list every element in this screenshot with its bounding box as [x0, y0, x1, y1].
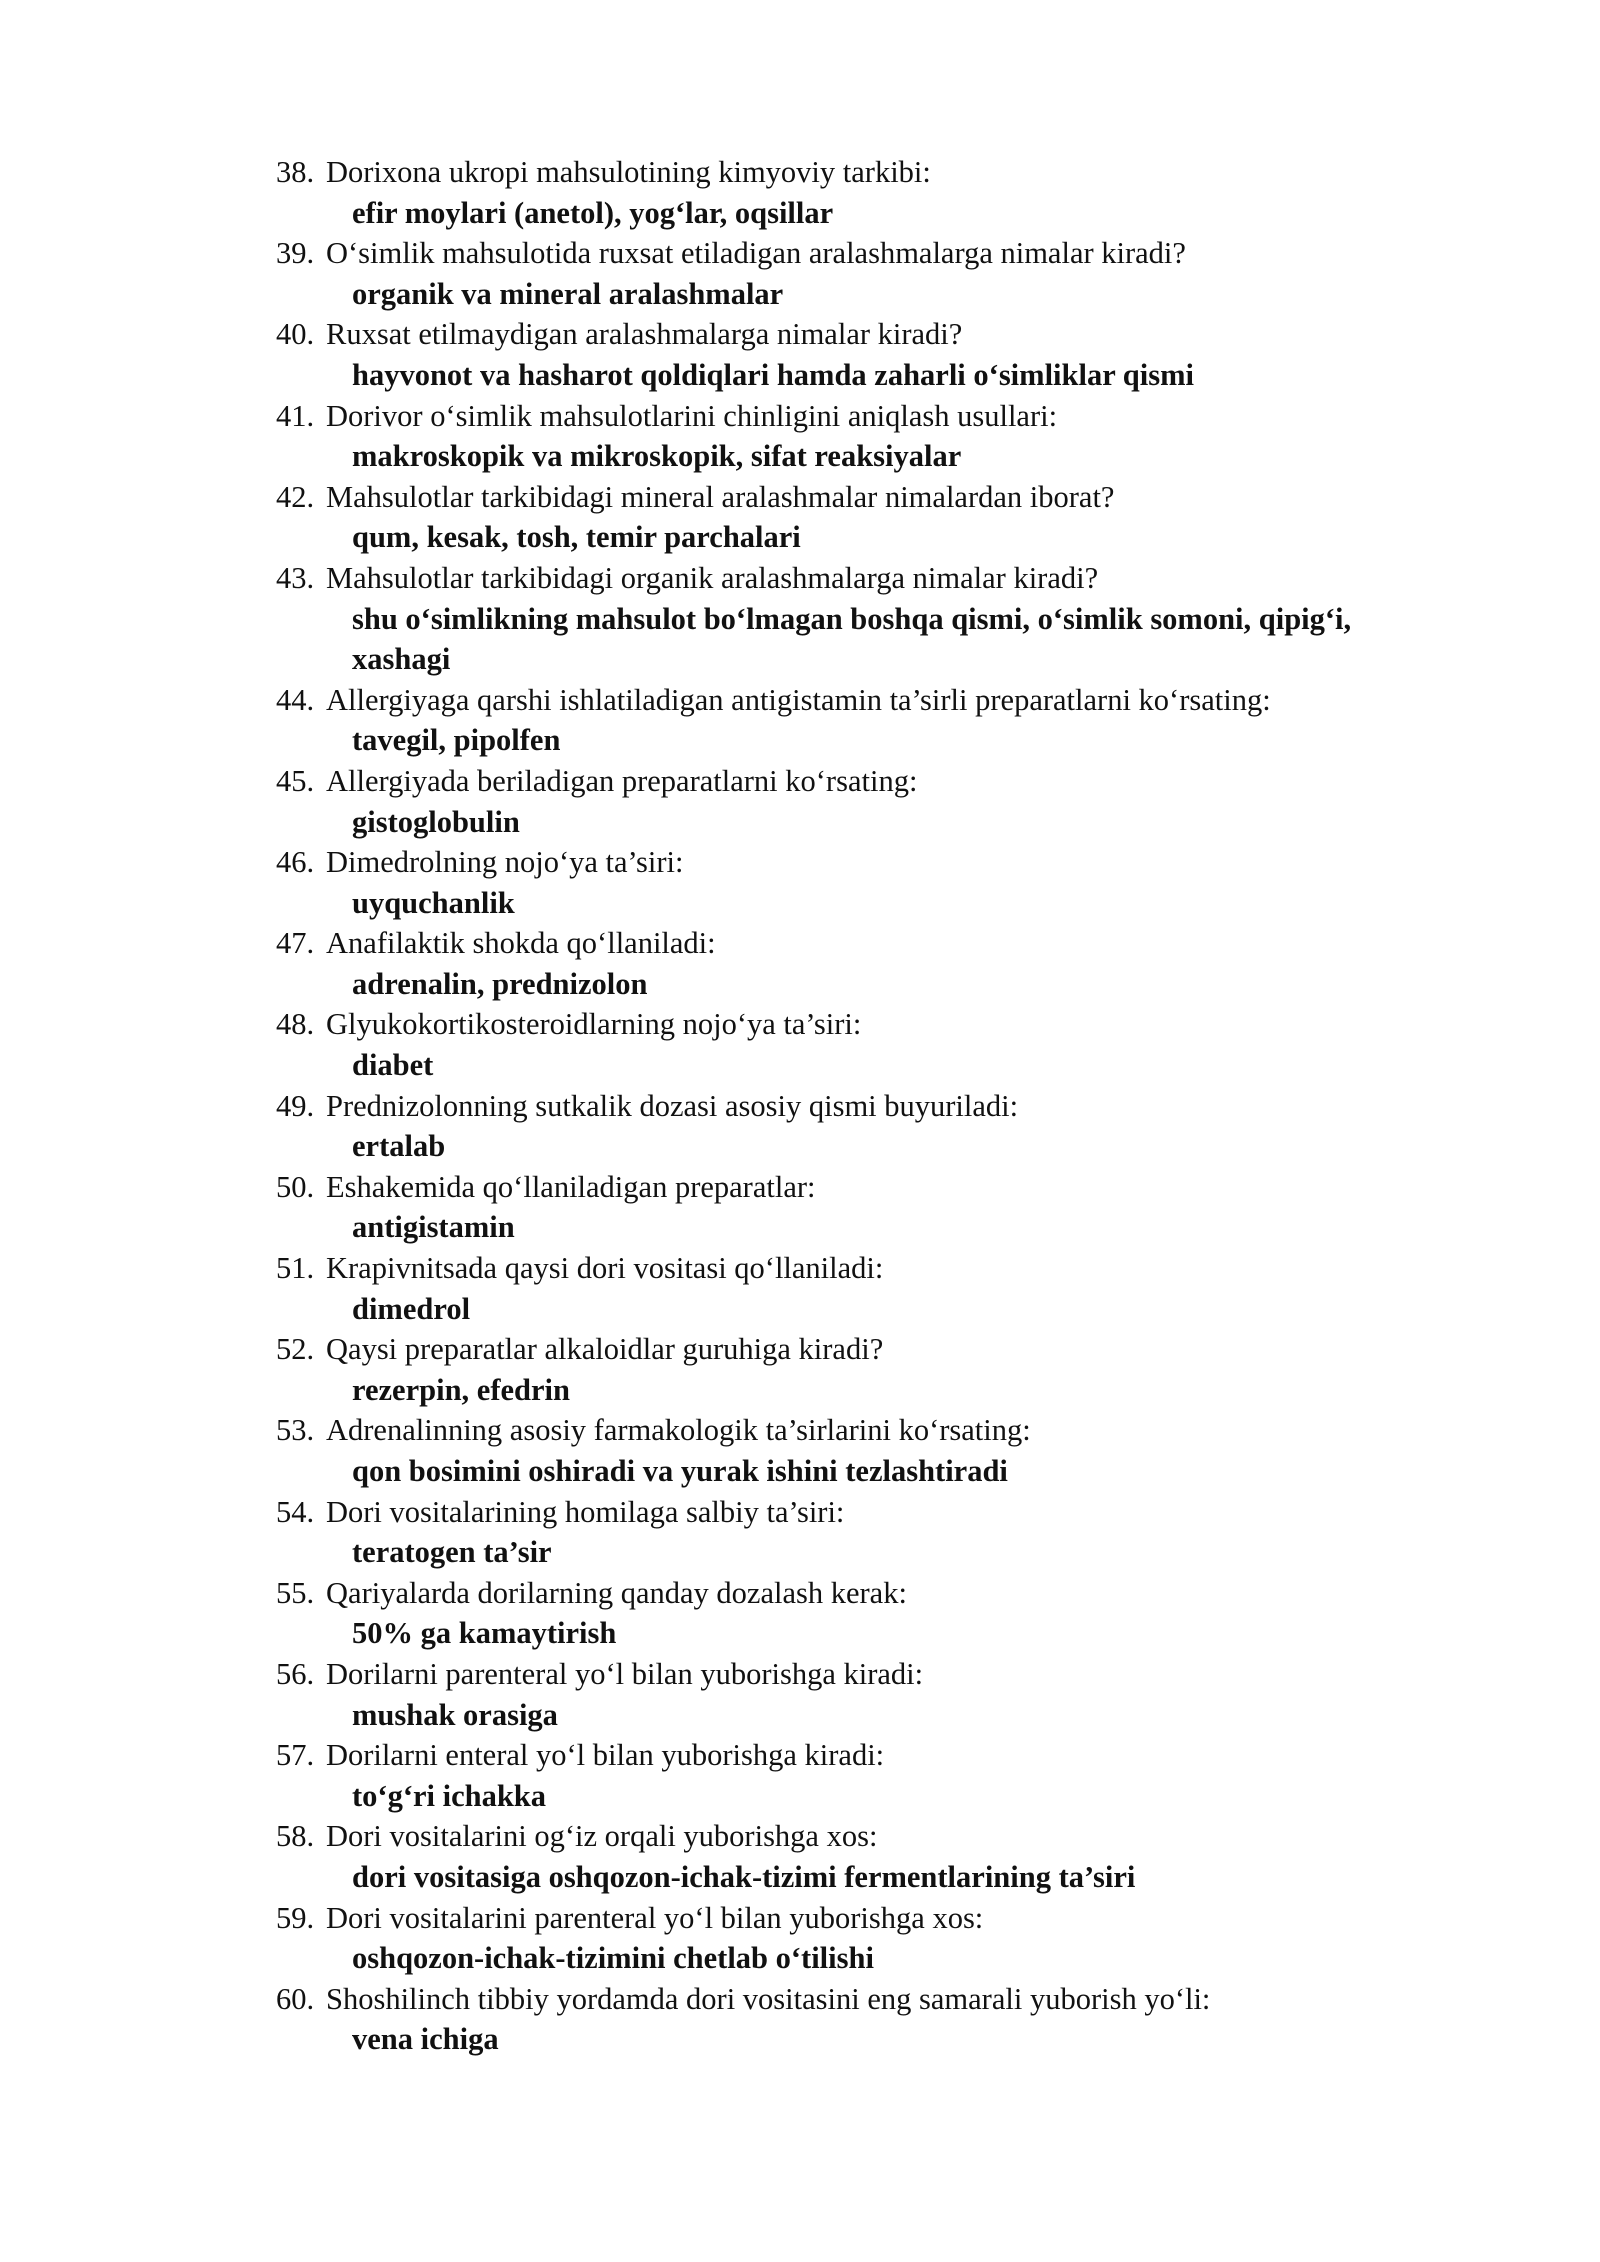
question-text: Dori vositalarining homilaga salbiy ta’siri:	[326, 1494, 845, 1529]
question-item	[276, 1492, 1436, 1573]
question-line	[276, 233, 1436, 274]
answer-marker-icon	[326, 517, 352, 558]
answer-marker-icon	[326, 193, 352, 234]
answer-marker-icon	[326, 1613, 352, 1654]
answer-line	[276, 193, 1436, 234]
question-number: 47.	[276, 926, 315, 961]
answer-text: to‘g‘ri ichakka	[352, 1778, 547, 1813]
answer-line	[276, 1289, 1436, 1330]
answer-line	[276, 802, 1436, 843]
answer-line	[276, 1613, 1436, 1654]
question-text: O‘simlik mahsulotida ruxsat etiladigan aralashmalarga nimalar kiradi?	[326, 236, 1186, 271]
answer-line	[276, 2019, 1436, 2060]
question-line	[276, 152, 1436, 193]
answer-marker-icon	[326, 964, 352, 1005]
answer-marker-icon	[326, 274, 352, 315]
question-item	[276, 680, 1436, 761]
question-number: 44.	[276, 682, 315, 717]
question-number: 48.	[276, 1007, 315, 1042]
answer-marker-icon	[326, 1532, 352, 1573]
question-line	[276, 1654, 1436, 1695]
answer-line	[276, 883, 1436, 924]
question-number: 50.	[276, 1169, 315, 1204]
question-text: Dorixona ukropi mahsulotining kimyoviy tarkibi:	[326, 155, 931, 189]
answer-marker-icon	[326, 1207, 352, 1248]
question-text: Prednizolonning sutkalik dozasi asosiy qismi buyuriladi:	[326, 1088, 1019, 1123]
question-item	[276, 761, 1436, 842]
question-text: Allergiyada beriladigan preparatlarni ko‘rsating:	[326, 763, 918, 798]
question-item	[276, 1898, 1436, 1979]
answer-text: gistoglobulin	[352, 804, 520, 839]
answer-line	[276, 1938, 1436, 1979]
answer-line	[276, 964, 1436, 1005]
question-line	[276, 477, 1436, 518]
question-number: 59.	[276, 1900, 315, 1935]
question-text: Qariyalarda dorilarning qanday dozalash kerak:	[326, 1575, 907, 1610]
question-text: Ruxsat etilmaydigan aralashmalarga nimalar kiradi?	[326, 317, 963, 352]
question-line	[276, 314, 1436, 355]
answer-marker-icon	[326, 599, 352, 680]
question-item	[276, 233, 1436, 314]
answer-marker-icon	[326, 436, 352, 477]
answer-line	[276, 1370, 1436, 1411]
question-item	[276, 314, 1436, 395]
answer-line	[276, 436, 1436, 477]
answer-marker-icon	[326, 1289, 352, 1330]
question-line	[276, 1329, 1436, 1370]
question-item	[276, 1735, 1436, 1816]
answer-line	[276, 599, 1436, 680]
answer-text: efir moylari (anetol), yog‘lar, oqsillar	[352, 195, 834, 230]
question-line	[276, 396, 1436, 437]
answer-line	[276, 274, 1436, 315]
answer-line	[276, 1207, 1436, 1248]
answer-marker-icon	[326, 1776, 352, 1817]
question-text: Dorilarni enteral yo‘l bilan yuborishga kiradi:	[326, 1738, 885, 1773]
question-line	[276, 1410, 1436, 1451]
answer-marker-icon	[326, 1938, 352, 1979]
question-number: 55.	[276, 1575, 315, 1610]
answer-marker-icon	[326, 1695, 352, 1736]
question-number: 49.	[276, 1088, 315, 1123]
answer-text: vena ichiga	[352, 2022, 499, 2057]
question-number: 41.	[276, 398, 315, 433]
question-item	[276, 1167, 1436, 1248]
answer-marker-icon	[326, 2019, 352, 2060]
answer-text: dori vositasiga oshqozon-ichak-tizimi fermentlarining ta’siri	[352, 1859, 1136, 1894]
question-text: Qaysi preparatlar alkaloidlar guruhiga kiradi?	[326, 1332, 884, 1367]
answer-marker-icon	[326, 1045, 352, 1086]
answer-line	[276, 517, 1436, 558]
answer-marker-icon	[326, 1857, 352, 1898]
answer-marker-icon	[326, 355, 352, 396]
answer-line	[276, 1126, 1436, 1167]
answer-text: mushak orasiga	[352, 1697, 558, 1732]
question-line	[276, 1816, 1436, 1857]
answer-text: hayvonot va hasharot qoldiqlari hamda zaharli o‘simliklar qismi	[352, 357, 1194, 392]
question-line	[276, 842, 1436, 883]
answer-marker-icon	[326, 802, 352, 843]
question-line	[276, 1086, 1436, 1127]
question-number: 54.	[276, 1494, 315, 1529]
question-item	[276, 477, 1436, 558]
question-text: Shoshilinch tibbiy yordamda dori vositasini eng samarali yuborish yo‘li:	[326, 1981, 1211, 2016]
question-number: 45.	[276, 763, 315, 798]
answer-marker-icon	[326, 1126, 352, 1167]
question-line	[276, 1004, 1436, 1045]
question-text: Glyukokortikosteroidlarning nojo‘ya ta’siri:	[326, 1007, 862, 1042]
question-item	[276, 558, 1436, 680]
question-number: 43.	[276, 560, 315, 595]
answer-text: antigistamin	[352, 1210, 515, 1245]
question-item	[276, 842, 1436, 923]
answer-marker-icon	[326, 1370, 352, 1411]
question-number: 56.	[276, 1656, 315, 1691]
answer-text: rezerpin, efedrin	[352, 1372, 570, 1407]
answer-text: qum, kesak, tosh, temir parchalari	[352, 520, 801, 555]
question-item	[276, 1086, 1436, 1167]
question-number: 57.	[276, 1738, 315, 1773]
question-line	[276, 1979, 1436, 2020]
question-text: Mahsulotlar tarkibidagi organik aralashmalarga nimalar kiradi?	[326, 560, 1099, 595]
question-line	[276, 761, 1436, 802]
answer-text: shu o‘simlikning mahsulot bo‘lmagan boshqa qismi, o‘simlik somoni, qipig‘i, xashagi	[352, 601, 1352, 677]
question-text: Dimedrolning nojo‘ya ta’siri:	[326, 845, 684, 880]
answer-line	[276, 1776, 1436, 1817]
question-number: 58.	[276, 1819, 315, 1854]
question-line	[276, 1735, 1436, 1776]
question-number: 53.	[276, 1413, 315, 1448]
answer-line	[276, 720, 1436, 761]
question-item	[276, 1979, 1436, 2060]
answer-text: adrenalin, prednizolon	[352, 966, 648, 1001]
question-text: Eshakemida qo‘llaniladigan preparatlar:	[326, 1169, 816, 1204]
question-item	[276, 1410, 1436, 1491]
question-item	[276, 1654, 1436, 1735]
question-item	[276, 152, 1436, 233]
answer-text: dimedrol	[352, 1291, 471, 1326]
question-text: Mahsulotlar tarkibidagi mineral aralashmalar nimalardan iborat?	[326, 479, 1115, 514]
question-line	[276, 1492, 1436, 1533]
answer-text: tavegil, pipolfen	[352, 723, 561, 758]
question-item	[276, 1248, 1436, 1329]
question-line	[276, 1167, 1436, 1208]
question-line	[276, 1248, 1436, 1289]
answer-text: oshqozon-ichak-tizimini chetlab o‘tilishi	[352, 1941, 874, 1976]
question-text: Adrenalinning asosiy farmakologik ta’sirlarini ko‘rsating:	[326, 1413, 1031, 1448]
question-text: Krapivnitsada qaysi dori vositasi qo‘llaniladi:	[326, 1251, 884, 1286]
question-number: 42.	[276, 479, 315, 514]
answer-text: makroskopik va mikroskopik, sifat reaksiyalar	[352, 439, 962, 474]
question-line	[276, 680, 1436, 721]
answer-text: diabet	[352, 1048, 434, 1083]
question-number: 51.	[276, 1251, 315, 1286]
question-line	[276, 558, 1436, 599]
question-number: 60.	[276, 1981, 315, 2016]
question-text: Dorivor o‘simlik mahsulotlarini chinligini aniqlash usullari:	[326, 398, 1058, 433]
answer-line	[276, 1532, 1436, 1573]
question-number: 40.	[276, 317, 315, 352]
question-item	[276, 923, 1436, 1004]
question-number: 38.	[276, 155, 315, 189]
answer-text: ertalab	[352, 1129, 446, 1164]
question-text: Dori vositalarini og‘iz orqali yuborishga xos:	[326, 1819, 878, 1854]
answer-line	[276, 355, 1436, 396]
question-item	[276, 396, 1436, 477]
answer-text: uyquchanlik	[352, 885, 515, 920]
question-item	[276, 1816, 1436, 1897]
answer-text: teratogen ta’sir	[352, 1535, 552, 1570]
answer-text: qon bosimini oshiradi va yurak ishini tezlashtiradi	[352, 1454, 1008, 1488]
answer-text: 50% ga kamaytirish	[352, 1616, 617, 1651]
question-number: 46.	[276, 845, 315, 880]
answer-marker-icon	[326, 883, 352, 924]
question-line	[276, 1573, 1436, 1614]
answer-line	[276, 1857, 1436, 1898]
question-item	[276, 1004, 1436, 1085]
answer-marker-icon	[326, 1451, 352, 1492]
question-item	[276, 1573, 1436, 1654]
question-text: Dori vositalarini parenteral yo‘l bilan yuborishga xos:	[326, 1900, 984, 1935]
question-text: Anafilaktik shokda qo‘llaniladi:	[326, 926, 716, 961]
question-text: Allergiyaga qarshi ishlatiladigan antigistamin ta’sirli preparatlarni ko‘rsating:	[326, 682, 1271, 717]
answer-line	[276, 1451, 1436, 1492]
answer-marker-icon	[326, 720, 352, 761]
answer-text: organik va mineral aralashmalar	[352, 276, 784, 311]
question-number: 39.	[276, 236, 315, 271]
answer-line	[276, 1045, 1436, 1086]
answer-line	[276, 1695, 1436, 1736]
question-number: 52.	[276, 1332, 315, 1367]
question-item	[276, 1329, 1436, 1410]
question-line	[276, 923, 1436, 964]
question-text: Dorilarni parenteral yo‘l bilan yuborishga kiradi:	[326, 1656, 924, 1691]
question-line	[276, 1898, 1436, 1939]
question-answer-list	[276, 152, 1436, 2060]
